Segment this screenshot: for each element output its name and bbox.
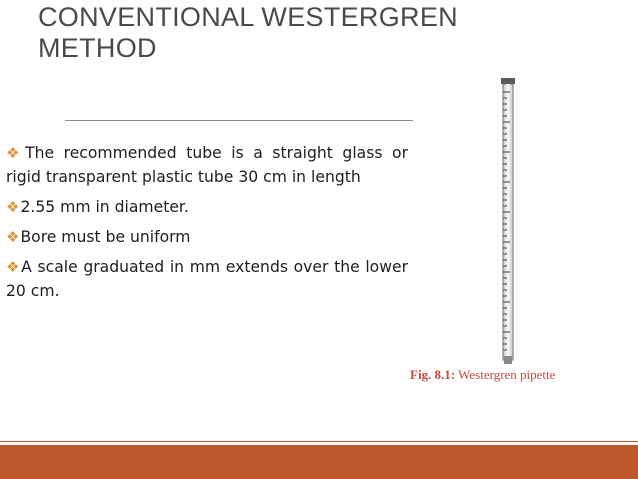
bullet-text: The recommended tube is a straight glass or rigid transparent plastic tube 30 cm in length <box>6 144 408 186</box>
figure-caption-text: Westergren pipette <box>458 367 556 382</box>
title-divider <box>65 120 413 121</box>
bullet-item <box>6 225 408 249</box>
bullet-text: A scale graduated in mm extends over the lower 20 cm. <box>6 258 408 300</box>
figure-caption <box>410 367 555 383</box>
bullet-item <box>6 255 408 303</box>
diamond-bullet-icon: ❖ <box>6 228 20 246</box>
footer-divider <box>0 441 638 442</box>
diamond-bullet-icon: ❖ <box>6 198 20 216</box>
diamond-bullet-icon: ❖ <box>6 144 25 162</box>
bullet-text: Bore must be uniform <box>20 228 191 246</box>
bullet-item <box>6 141 408 189</box>
bullet-item <box>6 195 408 219</box>
figure-number: Fig. 8.1: <box>410 367 456 382</box>
bullet-list <box>6 141 408 309</box>
footer-bar <box>0 445 638 479</box>
westergren-pipette-image <box>499 78 517 364</box>
bullet-text: 2.55 mm in diameter. <box>20 198 189 216</box>
diamond-bullet-icon: ❖ <box>6 258 21 276</box>
slide-title: CONVENTIONAL WESTERGREN METHOD <box>38 2 458 63</box>
